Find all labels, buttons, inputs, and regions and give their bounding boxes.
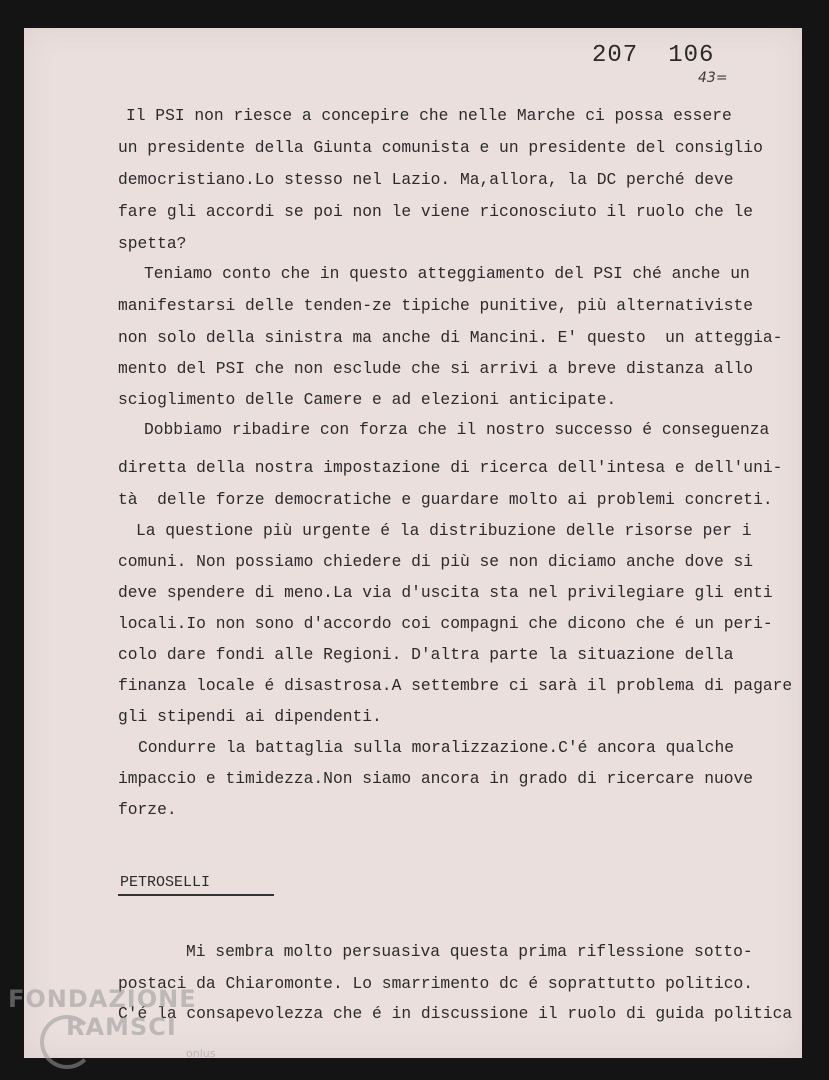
text-line: postaci da Chiaromonte. Lo smarrimento dc é soprattutto politico. <box>118 974 754 993</box>
watermark-line2: RAMSCI <box>66 1013 177 1041</box>
page-number-b: 106 <box>668 42 715 69</box>
document-page <box>24 28 802 1058</box>
speaker-underline <box>118 894 274 896</box>
text-line: mento del PSI che non esclude che si arrivi a breve distanza allo <box>118 359 754 378</box>
page-number <box>592 42 714 69</box>
text-line: finanza locale é disastrosa.A settembre ci sarà il problema di pagare <box>118 676 793 695</box>
text-line: scioglimento delle Camere e ad elezioni anticipate. <box>118 390 617 409</box>
text-line: spetta? <box>118 234 187 253</box>
text-line: un presidente della Giunta comunista e un presidente del consiglio <box>118 138 763 157</box>
text-line: locali.Io non sono d'accordo coi compagni che dicono che é un peri- <box>118 614 773 633</box>
text-line: diretta della nostra impostazione di ricerca dell'intesa e dell'uni- <box>118 458 783 477</box>
text-line: Teniamo conto che in questo atteggiamento del PSI ché anche un <box>144 264 750 283</box>
page-number-a: 207 <box>592 42 639 69</box>
text-line: gli stipendi ai dipendenti. <box>118 707 382 726</box>
watermark-line1: FONDAZIONE <box>8 985 197 1013</box>
watermark-line3: onlus <box>186 1047 216 1060</box>
text-line: Condurre la battaglia sulla moralizzazione.C'é ancora qualche <box>138 738 734 757</box>
text-line: tà delle forze democratiche e guardare molto ai problemi concreti. <box>118 490 773 509</box>
watermark-logo <box>8 985 218 1075</box>
text-line: comuni. Non possiamo chiedere di più se non diciamo anche dove si <box>118 552 754 571</box>
text-line: manifestarsi delle tenden-ze tipiche punitive, più alternativiste <box>118 296 754 315</box>
handwritten-note: 43= <box>698 70 728 86</box>
text-line: deve spendere di meno.La via d'uscita sta nel privilegiare gli enti <box>118 583 773 602</box>
text-line: democristiano.Lo stesso nel Lazio. Ma,allora, la DC perché deve <box>118 170 734 189</box>
text-line: non solo della sinistra ma anche di Mancini. E' questo un atteggia- <box>118 328 783 347</box>
text-line: impaccio e timidezza.Non siamo ancora in grado di ricercare nuove <box>118 769 754 788</box>
text-line: La questione più urgente é la distribuzione delle risorse per i <box>136 521 752 540</box>
text-line: C'é la consapevolezza che é in discussione il ruolo di guida politica <box>118 1004 793 1023</box>
text-line: fare gli accordi se poi non le viene riconosciuto il ruolo che le <box>118 202 754 221</box>
text-line: colo dare fondi alle Regioni. D'altra parte la situazione della <box>118 645 734 664</box>
speaker-heading: PETROSELLI <box>120 874 211 891</box>
text-line: forze. <box>118 800 177 819</box>
text-line: Dobbiamo ribadire con forza che il nostro successo é conseguenza <box>144 420 770 439</box>
text-line: Mi sembra molto persuasiva questa prima riflessione sotto- <box>186 942 753 961</box>
text-line: Il PSI non riesce a concepire che nelle Marche ci possa essere <box>126 106 732 125</box>
